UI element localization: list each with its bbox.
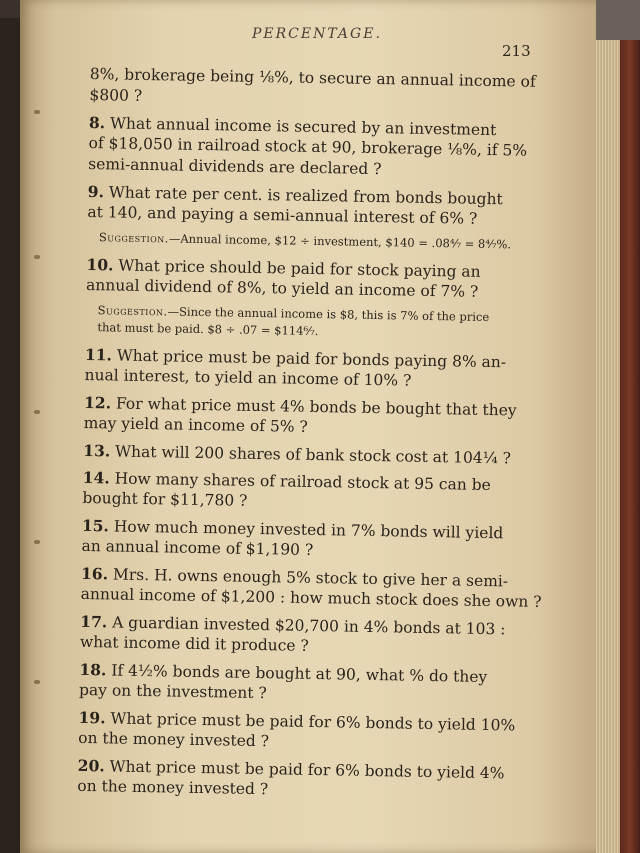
problem-text: What annual income is secured by an investment — [104, 114, 497, 140]
problem-number: 13. — [83, 440, 111, 461]
problem-number: 10. — [86, 254, 114, 275]
text-line: on the money invested ? — [78, 728, 270, 751]
suggestion-text: —Annual income, $12 ÷ investment, $140 = .08⁴⁄₇ = 8⁴⁄₇%. — [168, 231, 512, 252]
text-line — [99, 229, 547, 254]
page-text — [77, 64, 550, 811]
problem-19 — [78, 707, 539, 757]
problem-14 — [82, 467, 543, 517]
binding-stitch — [34, 410, 40, 414]
book-page — [20, 0, 602, 853]
problem-17 — [80, 611, 541, 661]
text-line: bought for $11,780 ? — [82, 488, 248, 510]
problem-text: How much money invested in 7% bonds will yield — [108, 517, 504, 543]
text-line: pay on the investment ? — [78, 680, 267, 703]
problem-number: 16. — [80, 563, 109, 584]
problem-8 — [88, 112, 549, 183]
problem-11 — [84, 344, 545, 394]
problem-number: 8. — [88, 112, 106, 133]
problem-15 — [81, 515, 542, 565]
problem-10 — [86, 254, 547, 304]
text-line — [83, 440, 543, 469]
problem-16 — [81, 563, 542, 613]
page-number: 213 — [502, 42, 531, 60]
text-line: semi-annual dividends are declared ? — [88, 154, 382, 179]
problem-number: 18. — [79, 659, 107, 680]
suggestion-label: Suggestion. — [98, 230, 170, 246]
text-line: 8%, brokerage being ⅛%, to secure an annual income of — [89, 64, 536, 91]
problem-text: Mrs. H. owns enough 5% stock to give her a semi- — [107, 565, 509, 591]
suggestion-text: —Since the annual income is $8, this is 7% of the price — [167, 304, 490, 325]
problem-text: If 4½% bonds are bought at 90, what % do they — [106, 661, 488, 687]
text-line: of $18,050 in railroad stock at 90, brokerage ⅛%, if 5% — [88, 133, 528, 160]
problem-number: 17. — [80, 611, 108, 632]
binding-stitch — [34, 680, 40, 684]
text-line: may yield an income of 5% ? — [83, 413, 308, 436]
text-line: what income did it produce ? — [79, 632, 309, 655]
background-corner — [596, 0, 640, 40]
problem-13 — [83, 440, 543, 469]
suggestion-label: Suggestion. — [97, 303, 168, 319]
problem-number: 19. — [78, 707, 106, 728]
text-line: at 140, and paying a semi-annual interest of 6% ? — [87, 202, 478, 228]
text-line: nual interest, to yield an income of 10% ? — [84, 365, 412, 390]
binding-stitch — [34, 255, 40, 259]
problem-text: What rate per cent. is realized from bonds bought — [103, 183, 503, 209]
problem-continued — [89, 64, 550, 114]
problem-9 — [87, 181, 548, 231]
problem-number: 11. — [84, 344, 113, 365]
problem-18 — [79, 659, 540, 709]
problem-list — [77, 344, 545, 805]
problem-number: 12. — [83, 392, 112, 413]
text-line: that must be paid. $8 ÷ .07 = $114⁶⁄₇. — [97, 320, 319, 339]
problem-12 — [84, 392, 545, 442]
problem-text: A guardian invested $20,700 in 4% bonds at 103 : — [107, 613, 506, 639]
text-line: annual dividend of 8%, to yield an income of 7% ? — [85, 275, 479, 301]
problem-number: 15. — [81, 515, 110, 536]
text-line: an annual income of $1,190 ? — [81, 536, 314, 559]
problem-text: How many shares of railroad stock at 95 can be — [109, 469, 491, 495]
suggestion-note — [99, 229, 547, 254]
binding-stitch — [34, 110, 40, 114]
page-header — [20, 26, 602, 60]
problem-text: What will 200 shares of bank stock cost at 104¼ ? — [110, 442, 512, 468]
problem-number: 14. — [82, 467, 110, 488]
page-edges — [596, 0, 620, 853]
problem-20 — [77, 755, 538, 805]
text-line: annual income of $1,200 : how much stock does she own ? — [80, 584, 542, 611]
problem-text: For what price must 4% bonds be bought that they — [110, 394, 517, 420]
text-line: on the money invested ? — [77, 776, 269, 799]
suggestion-note — [97, 302, 546, 344]
text-line: $800 ? — [89, 85, 143, 105]
problem-text: What price must be paid for 6% bonds to yield 10% — [105, 709, 516, 735]
problem-text: What price must be paid for bonds paying 8% an- — [111, 346, 507, 372]
problem-number: 20. — [77, 755, 105, 776]
running-head: PERCENTAGE. — [252, 26, 382, 42]
binding-stitch — [34, 540, 40, 544]
problem-number: 9. — [87, 181, 105, 202]
problem-text: What price should be paid for stock paying an — [113, 256, 481, 281]
problem-text: What price must be paid for 6% bonds to yield 4% — [104, 757, 505, 783]
book-cover — [620, 0, 640, 853]
